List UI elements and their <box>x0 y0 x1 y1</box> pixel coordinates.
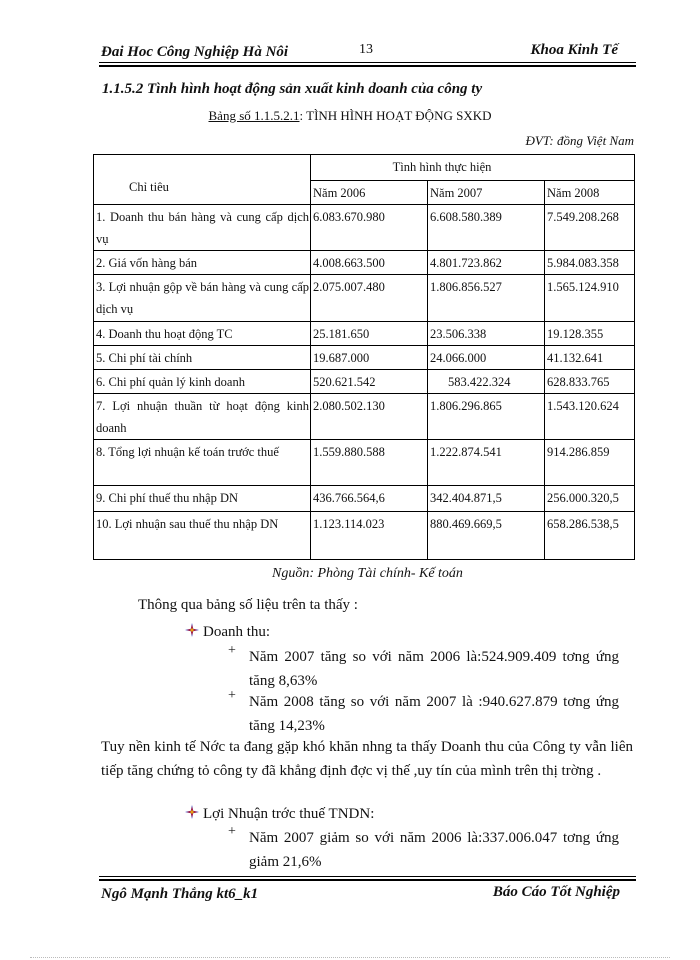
cell-value: 1.806.856.527 <box>428 275 545 322</box>
cell-value: 19.128.355 <box>545 322 635 346</box>
page-edge-rule <box>30 957 670 958</box>
row-label: 4. Doanh thu hoạt động TC <box>94 322 311 346</box>
cell-value: 24.066.000 <box>428 346 545 370</box>
row-label: 1. Doanh thu bán hàng và cung cấp dịch vụ <box>94 205 311 251</box>
table-row <box>94 275 635 322</box>
cell-value: 25.181.650 <box>311 322 428 346</box>
table-row <box>94 394 635 440</box>
header-school: Đai Hoc Công Nghiệp Hà Nôi <box>101 44 289 60</box>
header-year: Năm 2008 <box>545 181 635 205</box>
table-row <box>94 251 635 275</box>
plus-bullet: + <box>228 643 236 658</box>
footer-author: Ngô Mạnh Thắng kt6_k1 <box>101 886 259 902</box>
revenue-2007: Năm 2007 tăng so với năm 2006 là:524.909.409 tơng ứng tăng 8,63% <box>249 649 619 689</box>
cell-value: 1.543.120.624 <box>545 394 635 440</box>
page-number: 13 <box>359 42 373 57</box>
row-label: 8. Tổng lợi nhuận kế toán trước thuế <box>94 440 311 486</box>
plus-bullet: + <box>228 824 236 839</box>
row-label: 10. Lợi nhuận sau thuế thu nhập DN <box>94 512 311 560</box>
cell-value: 1.565.124.910 <box>545 275 635 322</box>
bullet-label: Lợi Nhuận trớc thuế TNDN: <box>203 806 375 822</box>
plus-bullet: + <box>228 688 236 703</box>
cell-value: 2.075.007.480 <box>311 275 428 322</box>
table-number: Bảng số 1.1.5.2.1 <box>208 108 300 123</box>
footer-rule-thick <box>99 879 636 881</box>
cell-value: 6.083.670.980 <box>311 205 428 251</box>
production-table <box>93 154 635 560</box>
analysis-paragraph: Tuy nền kinh tế Nớc ta đang gặp khó khăn nhng ta thấy Doanh thu của Công ty vẫn liên tiếp tăng chứng tỏ công ty đã khẳng định đợc vị thế ,uy tín của mình trên thị trờng . <box>101 739 633 779</box>
table-row <box>94 512 635 560</box>
footer-report: Báo Cáo Tốt Nghiệp <box>492 884 620 900</box>
cell-value: 41.132.641 <box>545 346 635 370</box>
cell-value: 436.766.564,6 <box>311 486 428 512</box>
cell-value: 19.687.000 <box>311 346 428 370</box>
table-row <box>94 370 635 394</box>
bullet-revenue <box>185 620 270 644</box>
cell-value: 5.984.083.358 <box>545 251 635 275</box>
header-year: Năm 2006 <box>311 181 428 205</box>
header-indicator: Chỉ tiêu <box>94 155 311 205</box>
table-row <box>94 322 635 346</box>
table-row <box>94 440 635 486</box>
cell-value: 23.506.338 <box>428 322 545 346</box>
row-label: 3. Lợi nhuận gộp về bán hàng và cung cấp dịch vụ <box>94 275 311 322</box>
header-rule-thin <box>99 62 636 63</box>
cell-value: 342.404.871,5 <box>428 486 545 512</box>
table-row <box>94 486 635 512</box>
table-source: Nguồn: Phòng Tài chính- Kế toán <box>272 566 463 581</box>
cell-value: 256.000.320,5 <box>545 486 635 512</box>
table-caption <box>0 108 700 124</box>
table-row <box>94 205 635 251</box>
cell-value: 1.123.114.023 <box>311 512 428 560</box>
cell-value: 658.286.538,5 <box>545 512 635 560</box>
four-point-star-icon <box>185 805 199 819</box>
header-year: Năm 2007 <box>428 181 545 205</box>
header-group: Tình hình thực hiện <box>311 155 635 181</box>
table-row <box>94 346 635 370</box>
section-title: 1.1.5.2 Tình hình hoạt động sản xuất kinh doanh của công ty <box>102 81 483 97</box>
cell-value: 880.469.669,5 <box>428 512 545 560</box>
row-label: 9. Chi phí thuế thu nhập DN <box>94 486 311 512</box>
intro-text: Thông qua bảng số liệu trên ta thấy : <box>138 597 358 613</box>
footer-rule-thin <box>99 876 636 877</box>
cell-value: 914.286.859 <box>545 440 635 486</box>
cell-value: 2.080.502.130 <box>311 394 428 440</box>
bullet-label: Doanh thu: <box>203 624 271 640</box>
cell-value: 4.801.723.862 <box>428 251 545 275</box>
unit-label: ĐVT: đồng Việt Nam <box>525 133 634 148</box>
header-rule-thick <box>99 65 636 67</box>
header-faculty: Khoa Kinh Tế <box>530 42 618 58</box>
profit-2007: Năm 2007 giảm so với năm 2006 là:337.006.047 tơng ứng giảm 21,6% <box>249 830 619 870</box>
bullet-profit <box>185 802 374 826</box>
four-point-star-icon <box>185 623 199 637</box>
cell-value: 4.008.663.500 <box>311 251 428 275</box>
row-label: 5. Chi phí tài chính <box>94 346 311 370</box>
cell-value: 6.608.580.389 <box>428 205 545 251</box>
row-label: 7. Lợi nhuận thuần từ hoạt động kinh doanh <box>94 394 311 440</box>
cell-value: 520.621.542 <box>311 370 428 394</box>
row-label: 6. Chi phí quản lý kinh doanh <box>94 370 311 394</box>
row-label: 2. Giá vốn hàng bán <box>94 251 311 275</box>
table-title: : TÌNH HÌNH HOẠT ĐỘNG SXKD <box>299 108 492 123</box>
cell-value: 1.559.880.588 <box>311 440 428 486</box>
cell-value: 583.422.324 <box>428 370 545 394</box>
cell-value: 628.833.765 <box>545 370 635 394</box>
cell-value: 1.806.296.865 <box>428 394 545 440</box>
cell-value: 1.222.874.541 <box>428 440 545 486</box>
cell-value: 7.549.208.268 <box>545 205 635 251</box>
revenue-2008: Năm 2008 tăng so với năm 2007 là :940.627.879 tơng ứng tăng 14,23% <box>249 694 619 734</box>
